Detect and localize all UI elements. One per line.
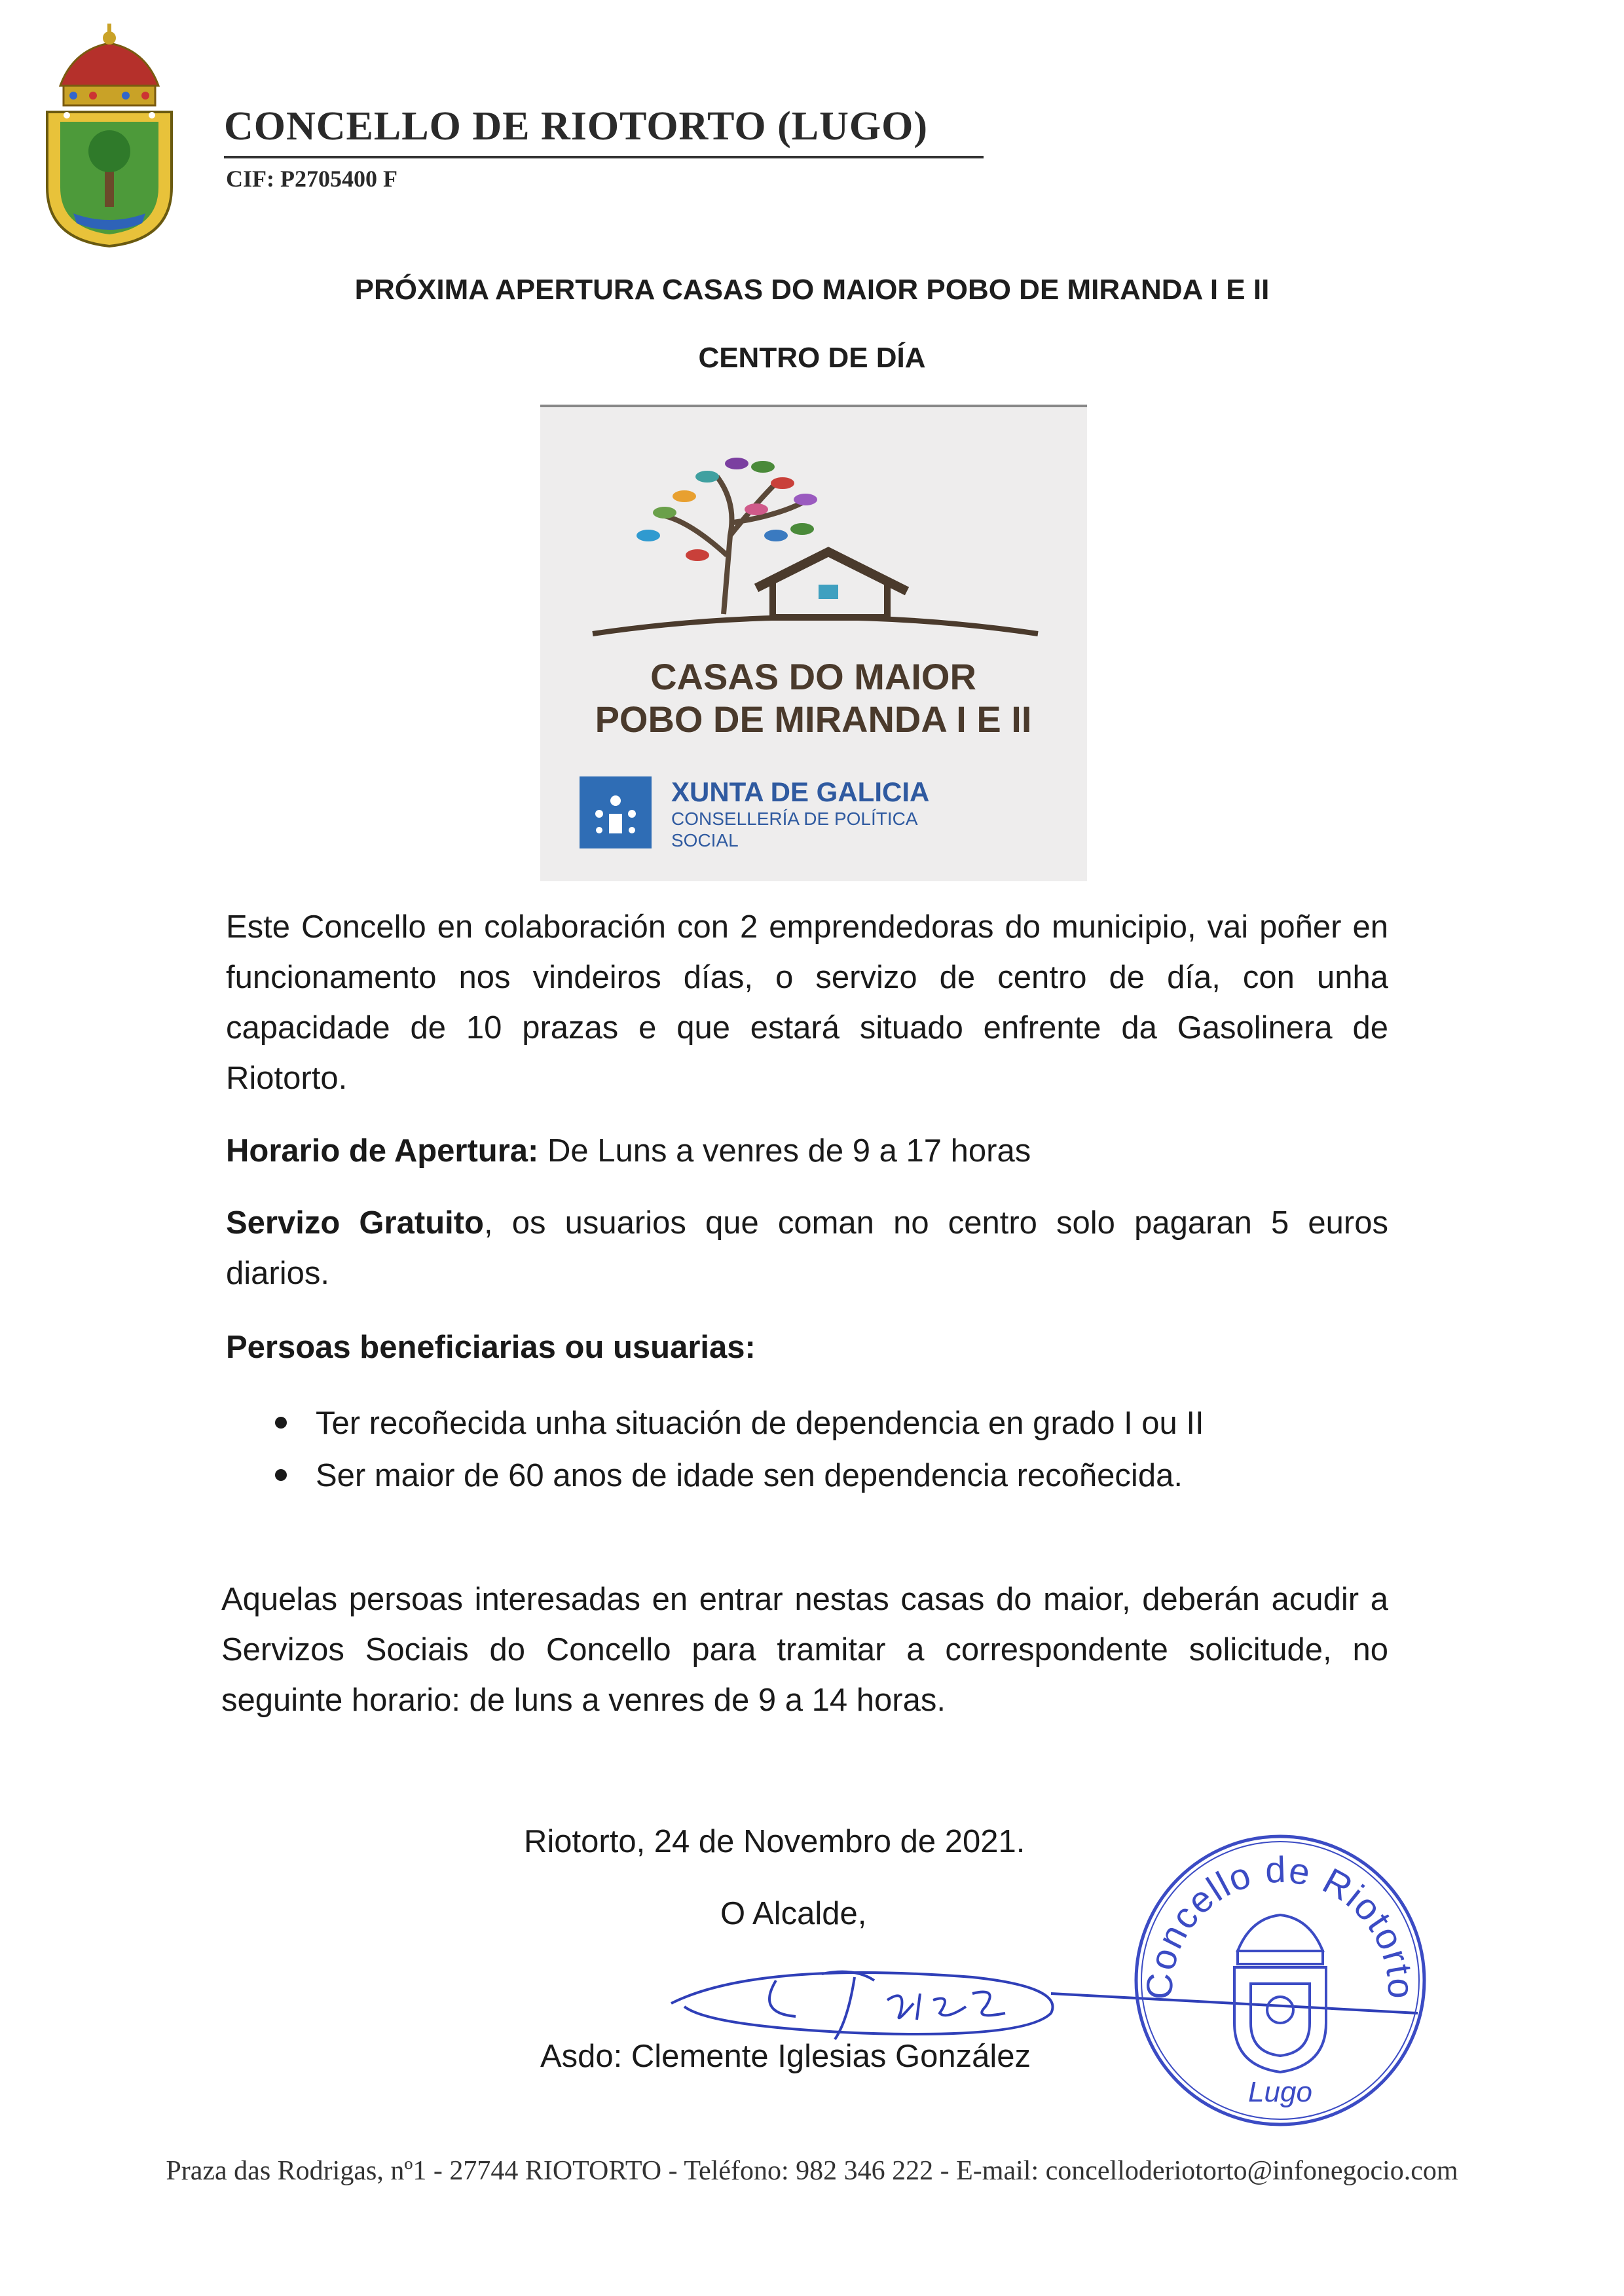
official-stamp bbox=[1126, 1827, 1434, 2134]
servizo-text: , os usuarios que coman no centro solo pagaran 5 euros diarios. bbox=[226, 1205, 1388, 1291]
announcement-title: PRÓXIMA APERTURA CASAS DO MAIOR POBO DE MIRANDA I E II bbox=[354, 274, 1270, 306]
logo-title-line1: CASAS DO MAIOR bbox=[650, 656, 976, 697]
logo-conselleria-line1: CONSELLERÍA DE POLÍTICA bbox=[671, 809, 918, 829]
signatory-name: Asdo: Clemente Iglesias González bbox=[540, 2039, 1031, 2074]
bullet-icon bbox=[275, 1417, 287, 1429]
horario-paragraph bbox=[226, 1126, 1388, 1176]
stamp-coat-of-arms-icon bbox=[1234, 1915, 1326, 2072]
stamp-text-bottom: Lugo bbox=[1248, 2076, 1312, 2108]
coat-of-arms-icon bbox=[34, 24, 185, 249]
announcement-subtitle: CENTRO DE DÍA bbox=[698, 342, 926, 374]
list-item bbox=[275, 1451, 1388, 1501]
logo-conselleria-line2: SOCIAL bbox=[671, 830, 739, 850]
list-item-text: Ser maior de 60 anos de idade sen dependencia recoñecida. bbox=[316, 1458, 1183, 1493]
cif-number: CIF: P2705400 F bbox=[226, 166, 397, 192]
intro-paragraph: Este Concello en colaboración con 2 emprendedoras do municipio, vai poñer en funcionamento nos vindeiros días, o servizo de centro de día, con unha capacidade de 10 prazas e que estará situado enfrente da Gasolinera de Riotorto. bbox=[226, 909, 1388, 1096]
org-name: CONCELLO DE RIOTORTO (LUGO) bbox=[224, 104, 928, 149]
bullet-icon bbox=[275, 1469, 287, 1481]
horario-text: De Luns a venres de 9 a 17 horas bbox=[538, 1133, 1031, 1169]
logo-title-line2: POBO DE MIRANDA I E II bbox=[595, 699, 1032, 740]
list-item bbox=[275, 1398, 1388, 1449]
stamp-text-top: Concello de Riotorto bbox=[1138, 1848, 1422, 2001]
servizo-paragraph bbox=[226, 1198, 1388, 1299]
beneficiaries-heading: Persoas beneficiarias ou usuarias: bbox=[226, 1330, 756, 1365]
list-item-text: Ter recoñecida unha situación de dependencia en grado I ou II bbox=[316, 1406, 1204, 1441]
header-divider bbox=[224, 156, 984, 158]
servizo-label: Servizo Gratuito bbox=[226, 1205, 484, 1241]
signature-role: O Alcalde, bbox=[720, 1896, 867, 1931]
svg-text:Concello de Riotorto bbox=[1138, 1849, 1422, 2001]
procedure-paragraph: Aquelas persoas interesadas en entrar nestas casas do maior, deberán acudir a Servizos Sociais do Concello para tramitar a correspondente solicitude, no seguinte horario: de luns a venres de 9 a 14 horas. bbox=[221, 1582, 1388, 1718]
footer-contact: Praza das Rodrigas, nº1 - 27744 RIOTORTO - Teléfono: 982 346 222 - E-mail: concelloderiotorto@infonegocio.com bbox=[166, 2156, 1458, 2186]
horario-label: Horario de Apertura: bbox=[226, 1133, 539, 1169]
xunta-flag-icon bbox=[580, 776, 652, 848]
logo-xunta: XUNTA DE GALICIA bbox=[671, 776, 930, 807]
signature-date: Riotorto, 24 de Novembro de 2021. bbox=[524, 1824, 1025, 1859]
casas-do-maior-logo bbox=[540, 405, 1087, 881]
